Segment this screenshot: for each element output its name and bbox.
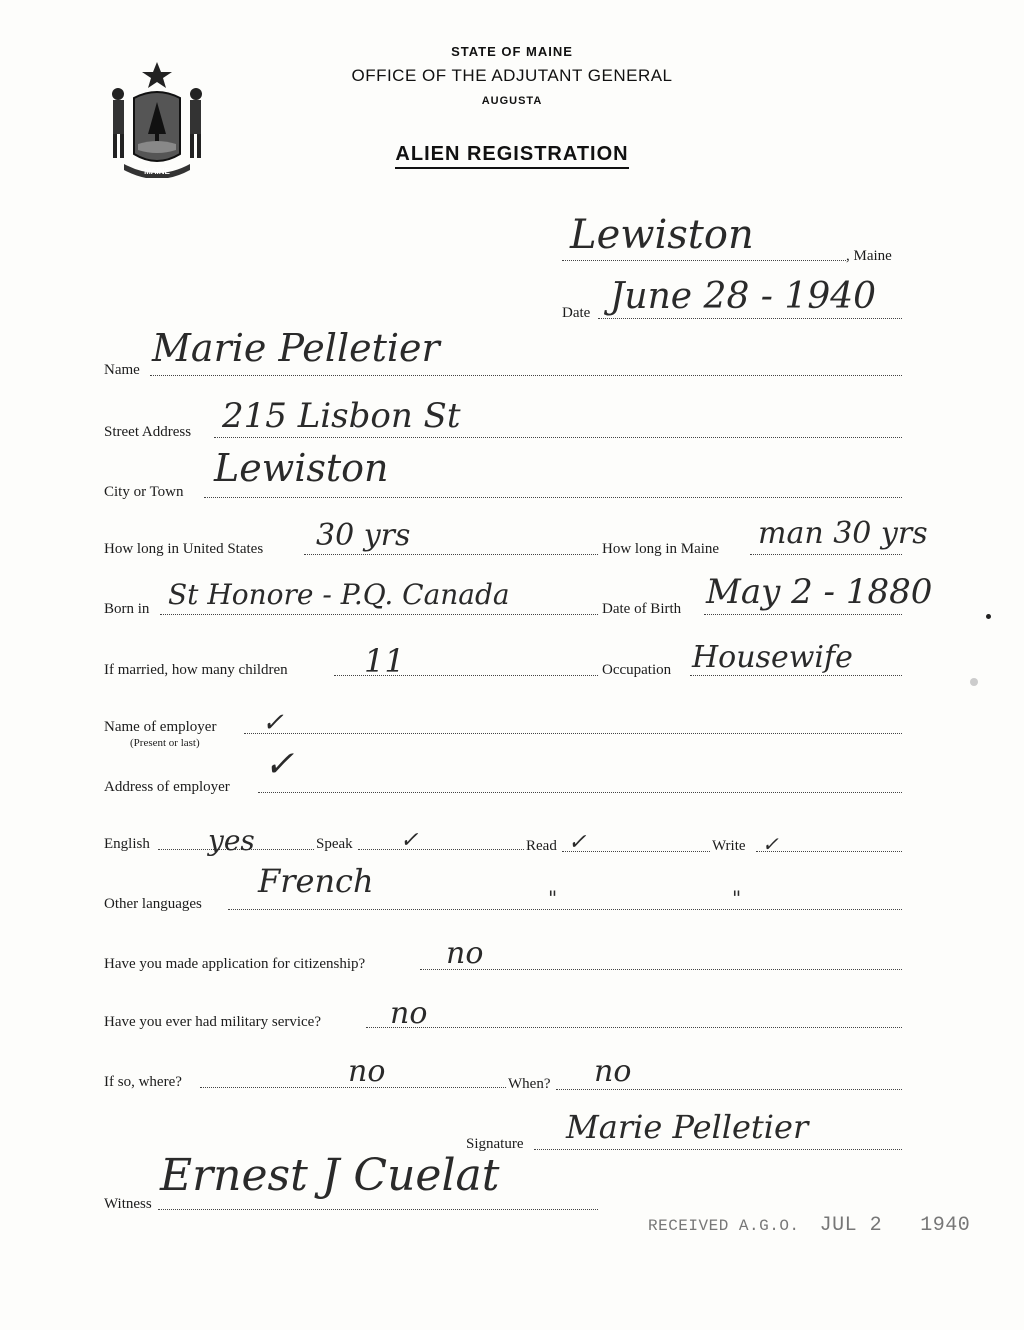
children-value: 11 bbox=[364, 642, 405, 680]
town-value: Lewiston bbox=[570, 212, 754, 258]
signature-value: Marie Pelletier bbox=[566, 1108, 809, 1146]
born-label: Born in bbox=[104, 601, 150, 617]
speak-label: Speak bbox=[316, 836, 353, 852]
office-heading: OFFICE OF THE ADJUTANT GENERAL bbox=[351, 66, 673, 85]
military-value: no bbox=[390, 996, 428, 1031]
dob-value: May 2 - 1880 bbox=[706, 572, 933, 612]
witness-label: Witness bbox=[104, 1196, 152, 1212]
street-value: 215 Lisbon St bbox=[222, 396, 461, 436]
other-languages-label: Other languages bbox=[104, 896, 202, 912]
street-label: Street Address bbox=[104, 424, 192, 440]
dob-label: Date of Birth bbox=[602, 601, 682, 617]
write-label: Write bbox=[712, 838, 746, 854]
city-value: Lewiston bbox=[214, 446, 389, 490]
street-line bbox=[214, 437, 902, 438]
occupation-label: Occupation bbox=[602, 662, 672, 678]
town-line bbox=[562, 260, 846, 261]
citizenship-line bbox=[420, 969, 902, 970]
military-line bbox=[366, 1027, 902, 1028]
employer-value: ✓ bbox=[262, 708, 284, 738]
children-label: If married, how many children bbox=[104, 662, 288, 678]
born-line bbox=[160, 614, 598, 615]
read-label: Read bbox=[526, 838, 557, 854]
other-languages-ditto-1: " bbox=[548, 886, 558, 910]
date-line bbox=[598, 318, 902, 319]
employer-sublabel: (Present or last) bbox=[130, 737, 200, 749]
received-stamp bbox=[648, 1214, 970, 1237]
maine-length-line bbox=[750, 554, 902, 555]
employer-address-label: Address of employer bbox=[104, 779, 230, 795]
maine-length-label: How long in Maine bbox=[602, 541, 720, 557]
ink-speck bbox=[986, 614, 991, 619]
witness-value: Ernest J Cuelat bbox=[160, 1150, 500, 1201]
speak-value: ✓ bbox=[400, 828, 419, 853]
where-value: no bbox=[348, 1054, 386, 1089]
name-label: Name bbox=[104, 362, 140, 378]
city-heading: AUGUSTA bbox=[481, 95, 543, 107]
other-languages-value: French bbox=[258, 862, 374, 900]
employer-address-value: ✓ bbox=[264, 744, 295, 785]
english-value: yes bbox=[208, 824, 255, 857]
occupation-line bbox=[690, 675, 902, 676]
signature-line bbox=[534, 1149, 902, 1150]
citizenship-label: Have you made application for citizenship? bbox=[104, 956, 366, 972]
employer-label: Name of employer bbox=[104, 719, 217, 735]
where-label: If so, where? bbox=[104, 1074, 182, 1090]
name-line bbox=[150, 375, 902, 376]
write-value: ✓ bbox=[762, 832, 779, 856]
employer-line bbox=[244, 733, 902, 734]
maine-label: , Maine bbox=[846, 248, 892, 264]
occupation-value: Housewife bbox=[692, 640, 853, 675]
dob-line bbox=[704, 614, 902, 615]
seal-ribbon-text: MAINE bbox=[144, 167, 170, 176]
read-value: ✓ bbox=[568, 830, 587, 855]
born-value: St Honore - P.Q. Canada bbox=[168, 578, 510, 611]
us-length-line bbox=[304, 554, 598, 555]
other-languages-ditto-2: " bbox=[732, 886, 742, 910]
english-label: English bbox=[104, 836, 150, 852]
stamp-received: RECEIVED A.G.O. bbox=[648, 1217, 800, 1235]
us-length-value: 30 yrs bbox=[316, 518, 411, 553]
state-heading: STATE OF MAINE bbox=[451, 44, 573, 59]
when-value: no bbox=[594, 1054, 632, 1089]
citizenship-value: no bbox=[446, 936, 484, 971]
maine-length-value: man 30 yrs bbox=[758, 516, 928, 551]
form-title: ALIEN REGISTRATION bbox=[0, 143, 1024, 166]
paper-mark bbox=[970, 678, 978, 686]
city-label: City or Town bbox=[104, 484, 184, 500]
us-length-label: How long in United States bbox=[104, 541, 264, 557]
name-value: Marie Pelletier bbox=[152, 326, 440, 370]
date-label: Date bbox=[562, 305, 591, 321]
other-languages-line bbox=[228, 909, 902, 910]
witness-line bbox=[158, 1209, 598, 1210]
stamp-date: JUL 2 bbox=[819, 1214, 883, 1237]
stamp-year: 1940 bbox=[920, 1214, 971, 1237]
employer-address-line bbox=[258, 792, 902, 793]
speak-line bbox=[358, 849, 524, 850]
city-line bbox=[204, 497, 902, 498]
signature-label: Signature bbox=[466, 1136, 524, 1152]
military-label: Have you ever had military service? bbox=[104, 1014, 321, 1030]
when-line bbox=[556, 1089, 902, 1090]
when-label: When? bbox=[508, 1076, 551, 1092]
date-value: June 28 - 1940 bbox=[610, 276, 877, 317]
